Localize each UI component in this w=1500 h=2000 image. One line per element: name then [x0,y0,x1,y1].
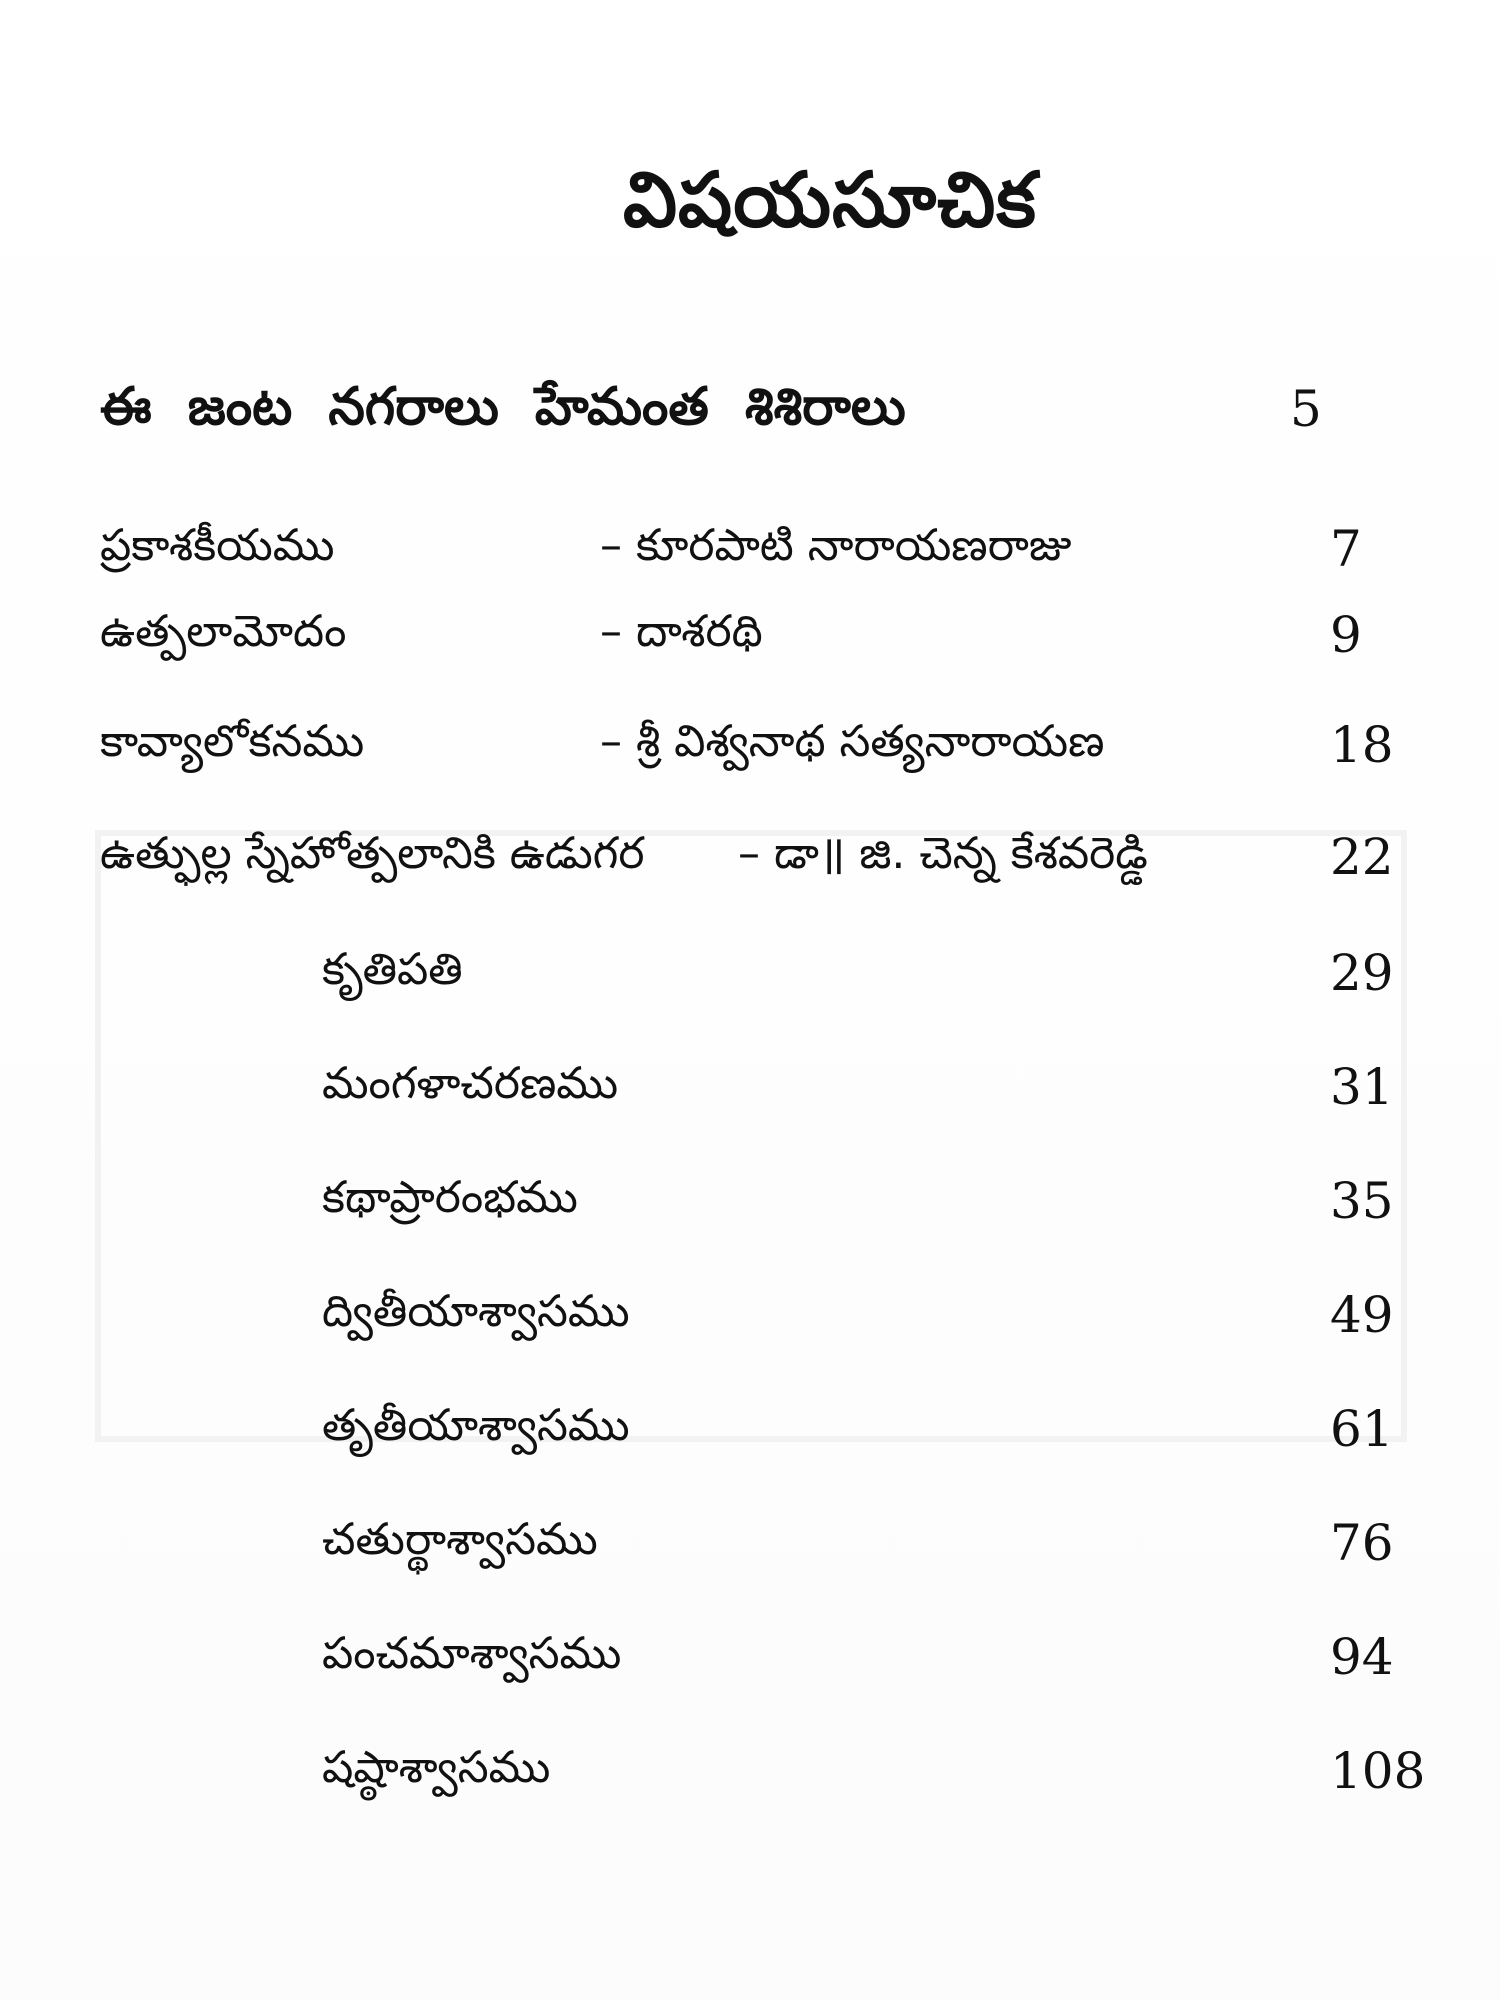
toc-chapter-page: 94 [1330,1628,1394,1686]
toc-chapter-page: 49 [1330,1286,1394,1344]
toc-chapter [100,1618,1430,1698]
toc-entry-author: – కూరపాటి నారాయణరాజు [600,520,1072,571]
toc-chapter-title: షష్ఠాశ్వాసము [322,1742,551,1793]
toc-chapter-title: తృతీయాశ్వాసము [322,1400,630,1451]
toc-entry [100,596,1430,676]
toc-chapter [100,1276,1430,1356]
toc-entry [100,818,1430,898]
toc-heading-text: ఈ జంట నగరాలు హేమంత శిశిరాలు [100,377,906,437]
toc-chapter-page: 35 [1330,1172,1394,1230]
toc-entry-author: – శ్రీ విశ్వనాథ సత్యనారాయణ [600,716,1105,767]
toc-chapter-title: చతుర్థాశ్వాసము [322,1514,598,1565]
toc-entry-page: 7 [1330,520,1362,578]
toc-chapter-title: పంచమాశ్వాసము [322,1628,622,1679]
toc-entry-title: ఉత్ఫుల్ల స్నేహోత్పలానికి ఉడుగర [100,828,645,879]
toc-chapter [100,1048,1430,1128]
toc-chapter-title: కథాప్రారంభము [322,1172,578,1223]
toc-heading-page: 5 [1290,380,1322,438]
toc-chapter-title: కృతిపతి [322,944,463,995]
toc-entry-author: – దాశరథి [600,606,763,657]
toc-chapter-title: ద్వితీయాశ్వాసము [322,1286,630,1337]
toc-chapter-title: మంగళాచరణము [322,1058,619,1109]
toc-chapter-page: 31 [1330,1058,1394,1116]
toc-chapter-page: 61 [1330,1400,1394,1458]
toc-entry-title: ఉత్పలామోదం [100,606,347,657]
toc-entry-title: కావ్యాలోకనము [100,716,365,767]
toc-chapter [100,1162,1430,1242]
toc-chapter [100,1504,1430,1584]
toc-chapter-page: 76 [1330,1514,1394,1572]
toc-chapter-page: 29 [1330,944,1394,1002]
toc-entry-page: 18 [1330,716,1394,774]
toc-entry-page: 9 [1330,606,1362,664]
toc-entry [100,706,1430,786]
toc-entry-author: – డా॥ జి. చెన్న కేశవరెడ్డి [738,828,1148,879]
toc-chapter [100,934,1430,1014]
toc-chapter [100,1732,1430,1812]
toc-entry-page: 22 [1330,828,1394,886]
toc-entry-title: ప్రకాశకీయము [100,520,335,571]
toc-chapter-page: 108 [1330,1742,1426,1800]
toc-chapter [100,1390,1430,1470]
page-title: విషయసూచిక [623,155,1037,244]
toc-entry [100,510,1430,590]
